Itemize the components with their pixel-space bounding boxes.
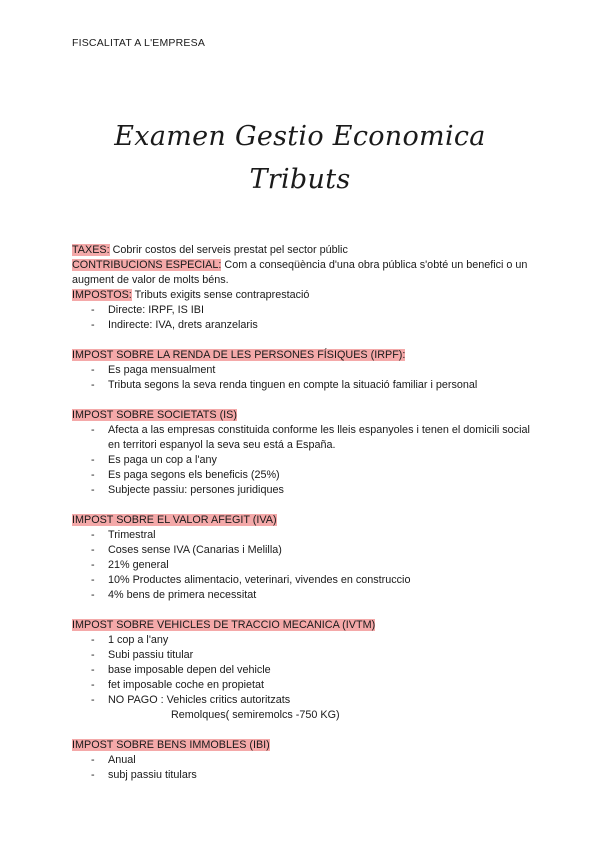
section-title: IMPOST SOBRE EL VALOR AFEGIT (IVA) [72,514,277,526]
definition-label: CONTRIBUCIONS ESPECIAL: [72,259,222,271]
impostos-list [72,303,532,333]
section-title: IMPOST SOBRE LA RENDA DE LES PERSONES FÍSIQUES (IRPF): [72,349,406,361]
section-is [72,408,532,498]
definition-impostos [72,288,532,303]
list-item: - Afecta a las empresas constituida conforme les lleis espanyoles i tenen el domicili social en territori espanyol la seva seu está a España. [91,424,530,451]
definition-contribucions [72,258,532,288]
list-item: - fet imposable coche en propietat [91,679,265,691]
list-item: - Es paga segons els beneficis (25%) [91,469,280,481]
section-irpf [72,348,532,393]
list-item: - Trimestral [91,529,156,541]
list-item: - Es paga un cop a l'any [91,454,217,466]
list-item: - NO PAGO : Vehicles critics autoritzats [91,694,291,706]
section-title: IMPOST SOBRE SOCIETATS (IS) [72,409,237,421]
definition-text: Com a conseqüència d'una obra pública s'obté un benefici o un augment de valor de molts béns. [72,259,528,286]
definition-label: IMPOSTOS: [72,289,132,301]
continuation-line: Remolques( semiremolcs -750 KG) [171,709,340,721]
list-item: - Indirecte: IVA, drets aranzelaris [91,319,258,331]
list-item: - Subi passiu titular [91,649,194,661]
section-list [72,633,532,708]
definition-text: Cobrir costos del serveis prestat pel sector públic [109,244,348,256]
section-ivtm [72,618,532,723]
section-iva [72,513,532,603]
dash-bullet: - [91,304,95,316]
section-list [72,363,532,393]
list-item: - 4% bens de primera necessitat [91,589,257,601]
document-header: FISCALITAT A L'EMPRESA [72,37,206,49]
section-list [72,753,532,783]
section-list [72,528,532,603]
list-item: - Coses sense IVA (Canarias i Melilla) [91,544,282,556]
list-item: - Directe: IRPF, IS IBI [91,304,204,316]
list-item: - base imposable depen del vehicle [91,664,271,676]
list-item: - 21% general [91,559,169,571]
section-title: IMPOST SOBRE BENS IMMOBLES (IBI) [72,739,270,751]
list-item: - 10% Productes alimentacio, veterinari, vivendes en construccio [91,574,411,586]
definition-text: Tributs exigits sense contraprestació [131,289,310,301]
list-item: - Subjecte passiu: persones juridiques [91,484,284,496]
definition-taxes [72,243,532,258]
list-item: - Es paga mensualment [91,364,216,376]
document-body [72,243,532,783]
list-item: - 1 cop a l'any [91,634,169,646]
document-subtitle: Tributs [249,164,351,195]
list-item: - Tributa segons la seva renda tinguen en compte la situació familiar i personal [91,379,478,391]
section-ibi [72,738,532,783]
definition-label: TAXES: [72,244,110,256]
list-item: - Anual [91,754,136,766]
section-title: IMPOST SOBRE VEHICLES DE TRACCIO MECANICA (IVTM) [72,619,376,631]
list-item: - subj passiu titulars [91,769,197,781]
document-title: Examen Gestio Economica [114,121,486,152]
section-list [72,423,532,498]
dash-bullet: - [91,319,95,331]
